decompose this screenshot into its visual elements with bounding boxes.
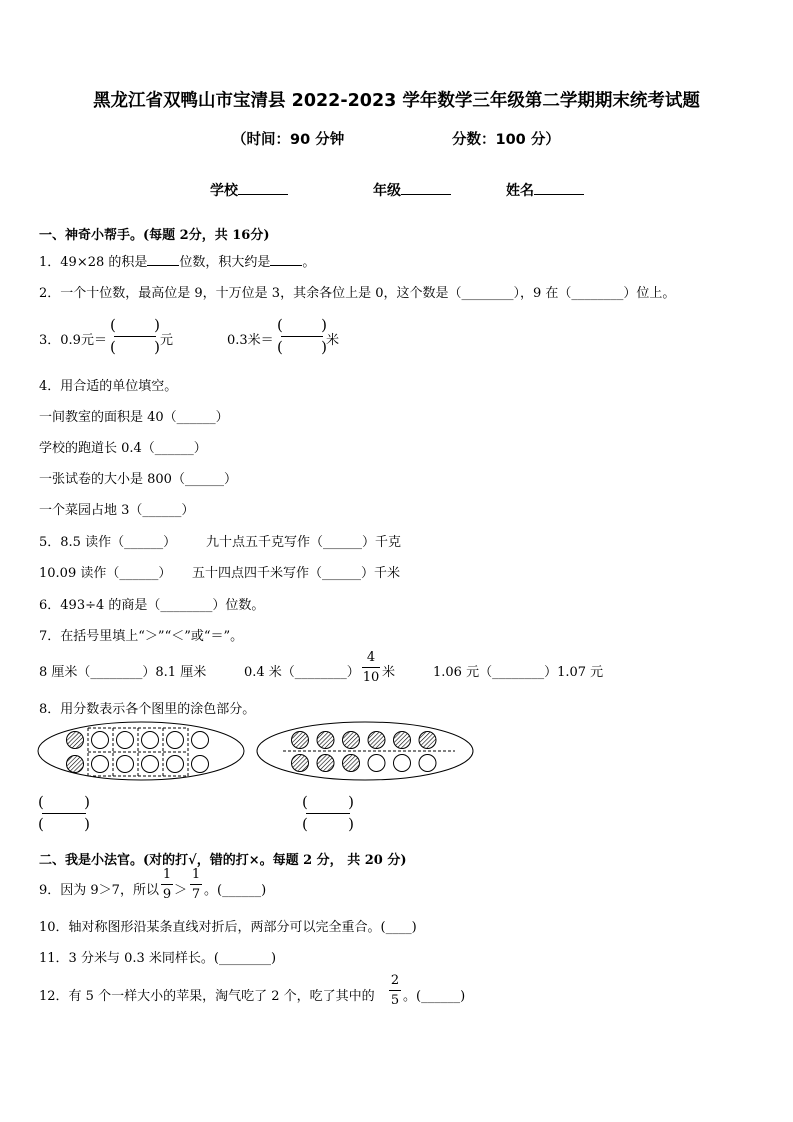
empty-circle <box>117 756 134 773</box>
q12-answer[interactable]: 。(______) <box>403 989 466 1004</box>
q12-label: 12．有 5 个一样大小的苹果，淘气吃了 2 个，吃了其中的 <box>39 989 375 1004</box>
empty-circle <box>167 732 184 749</box>
school-blank[interactable] <box>238 180 288 195</box>
name-blank[interactable] <box>534 180 584 195</box>
empty-circle <box>142 756 159 773</box>
section2-heading: 二、我是小法官。(对的打√，错的打×。每题 2 分， 共 20 分) <box>39 853 407 868</box>
q3-unit-b: 米 <box>326 333 340 348</box>
shaded-circle <box>317 732 334 749</box>
shaded-circle <box>317 755 334 772</box>
empty-circle <box>368 755 385 772</box>
shaded-circle <box>343 732 360 749</box>
grade-field <box>373 180 451 200</box>
q5-row2-a[interactable]: 10.09 读作（______） <box>39 566 172 581</box>
school-label: 学校 <box>210 183 238 199</box>
q3-unit-a: 元 <box>160 333 174 348</box>
shaded-circle <box>67 756 84 773</box>
empty-circle <box>394 755 411 772</box>
question-2: 2．一个十位数，最高位是 9，十万位是 3，其余各位上是 0，这个数是（________），9 在（________）位上。 <box>39 286 676 301</box>
q9-fraction-2: 1 7 <box>191 867 201 902</box>
q4-item-2[interactable]: 学校的跑道长 0.4（______） <box>39 441 207 456</box>
q7-compare-c[interactable]: 1.06 元（________）1.07 元 <box>433 665 604 680</box>
q1-blank-2[interactable] <box>270 251 302 266</box>
q3-part-a-label: 3．0.9元＝ <box>39 333 107 348</box>
shaded-circle <box>67 732 84 749</box>
q7-compare-a[interactable]: 8 厘米（________）8.1 厘米 <box>39 665 207 680</box>
q3-fraction-blank-b[interactable]: ( ) ( ) <box>277 316 327 356</box>
q1-blank-1[interactable] <box>147 251 179 266</box>
shaded-circle <box>419 732 436 749</box>
q12-fraction: 2 5 <box>390 973 400 1008</box>
question-7-intro: 7．在括号里填上“＞”“＜”或“＝”。 <box>39 629 244 644</box>
q8-figure-2 <box>255 720 477 782</box>
shaded-circle <box>343 755 360 772</box>
q4-item-3[interactable]: 一张试卷的大小是 800（______） <box>39 472 237 487</box>
empty-circle <box>142 732 159 749</box>
q7-unit: 米 <box>382 665 396 680</box>
q7-compare-b[interactable]: 0.4 米（________） <box>244 665 360 680</box>
q7-fraction: 4 10 <box>362 650 380 685</box>
empty-circle <box>167 756 184 773</box>
question-1: 1．49×28 的积是 位数，积大约是 。 <box>39 251 315 270</box>
shaded-circle <box>368 732 385 749</box>
shaded-circle <box>394 732 411 749</box>
empty-circle <box>117 732 134 749</box>
q5-row1-b[interactable]: 九十点五千克写作（______）千克 <box>206 535 402 550</box>
q9-greater-sign: ＞ <box>174 883 188 898</box>
grade-label: 年级 <box>373 183 401 199</box>
school-field <box>210 180 288 200</box>
exam-score: 分数：100 分） <box>452 132 560 148</box>
exam-time: （时间：90 分钟 <box>232 132 345 148</box>
q8-answer-blank-1[interactable]: ( ) ( ) <box>38 793 90 833</box>
empty-circle <box>192 756 209 773</box>
q8-figure-1 <box>36 720 248 782</box>
q9-answer[interactable]: 。(______) <box>204 883 267 898</box>
q9-fraction-1: 1 9 <box>162 867 172 902</box>
empty-circle <box>419 755 436 772</box>
exam-title: 黑龙江省双鸭山市宝清县 2022-2023 学年数学三年级第二学期期末统考试题 <box>93 91 700 111</box>
q9-label: 9．因为 9＞7，所以 <box>39 883 159 898</box>
name-label: 姓名 <box>506 183 534 199</box>
q5-row1-a[interactable]: 5．8.5 读作（______） <box>39 535 177 550</box>
empty-circle <box>192 732 209 749</box>
q4-item-4[interactable]: 一个菜园占地 3（______） <box>39 503 195 518</box>
q5-row2-b[interactable]: 五十四点四千米写作（______）千米 <box>192 566 401 581</box>
question-8-intro: 8．用分数表示各个图里的涂色部分。 <box>39 702 256 717</box>
empty-circle <box>92 756 109 773</box>
q3-part-b-label: 0.3米＝ <box>227 333 274 348</box>
grade-blank[interactable] <box>401 180 451 195</box>
q8-answer-blank-2[interactable]: ( ) ( ) <box>302 793 354 833</box>
question-11[interactable]: 11．3 分米与 0.3 米同样长。(________) <box>39 951 277 966</box>
question-4-intro: 4．用合适的单位填空。 <box>39 379 178 394</box>
shaded-circle <box>292 732 309 749</box>
section1-heading: 一、神奇小帮手。(每题 2分，共 16分) <box>39 228 270 243</box>
question-6[interactable]: 6．493÷4 的商是（________）位数。 <box>39 598 265 613</box>
name-field <box>506 180 584 200</box>
q3-fraction-blank-a[interactable]: ( ) ( ) <box>110 316 160 356</box>
shaded-circle <box>292 755 309 772</box>
q4-item-1[interactable]: 一间教室的面积是 40（______） <box>39 410 229 425</box>
empty-circle <box>92 732 109 749</box>
question-10[interactable]: 10．轴对称图形沿某条直线对折后，两部分可以完全重合。(____) <box>39 920 417 935</box>
